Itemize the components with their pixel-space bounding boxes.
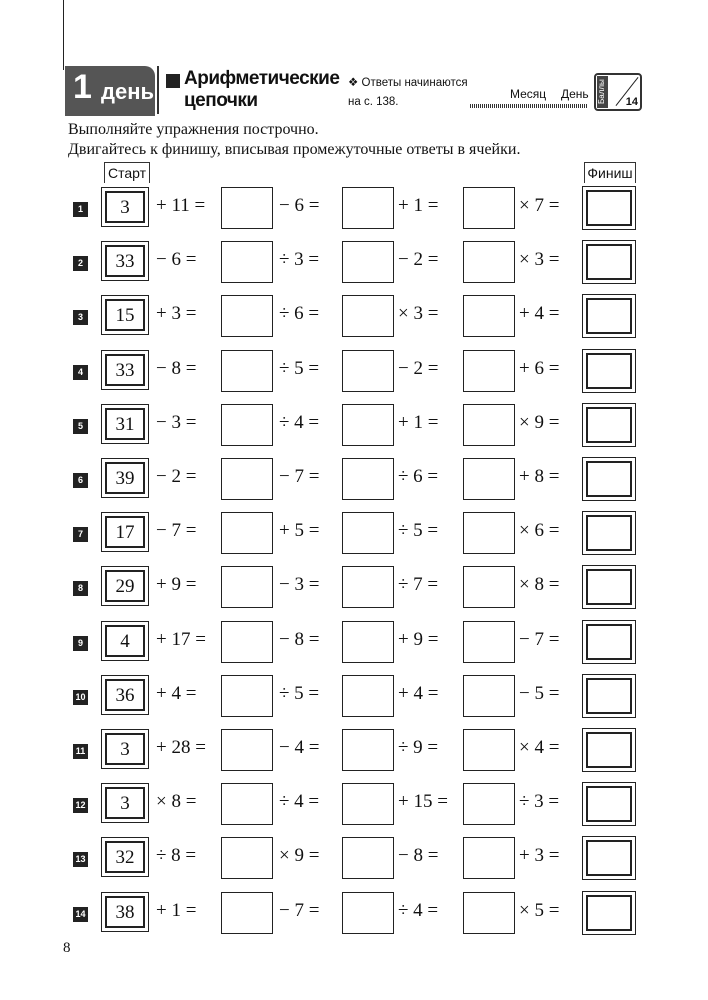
operation: × 7 = (519, 195, 560, 216)
finish-box-inner (586, 190, 632, 226)
operation: ÷ 4 = (279, 411, 320, 433)
start-box (101, 892, 149, 932)
start-value: 39 (105, 462, 145, 494)
answer-box[interactable] (463, 729, 515, 771)
operation: + 28 = (156, 737, 206, 758)
answer-box[interactable] (221, 458, 273, 500)
operation: − 7 = (156, 520, 197, 542)
finish-box-inner (586, 407, 632, 443)
operation: ÷ 4 = (279, 791, 320, 813)
answer-box[interactable] (221, 783, 273, 825)
start-value: 4 (105, 625, 145, 657)
start-box (101, 566, 149, 606)
operation: × 4 = (519, 737, 560, 758)
row-number: 6 (73, 473, 88, 488)
finish-box-inner (586, 353, 632, 389)
start-value: 36 (105, 679, 145, 711)
answer-box[interactable] (463, 458, 515, 500)
answer-box[interactable] (463, 621, 515, 663)
row-number: 9 (73, 636, 88, 651)
row-number: 5 (73, 419, 88, 434)
day-word: день (101, 79, 155, 104)
page-number: 8 (63, 940, 71, 956)
finish-box[interactable] (582, 511, 636, 555)
operation: ÷ 4 = (398, 899, 439, 921)
operation: + 6 = (519, 357, 560, 379)
operation: − 8 = (279, 628, 320, 650)
finish-box-inner (586, 678, 632, 714)
finish-box-inner (586, 569, 632, 605)
row-number: 7 (73, 527, 88, 542)
start-box (101, 621, 149, 661)
operation: − 2 = (156, 466, 197, 487)
instruction-line-1: Выполняйте упражнения построчно. (68, 121, 319, 138)
finish-box-inner (586, 624, 632, 660)
operation: + 8 = (519, 466, 560, 487)
start-box (101, 295, 149, 335)
operation: ÷ 5 = (279, 682, 320, 704)
answer-box[interactable] (221, 241, 273, 283)
operation: − 7 = (279, 899, 320, 921)
answer-box[interactable] (342, 566, 394, 608)
answers-line-2: на с. 138. (348, 96, 399, 108)
start-box (101, 187, 149, 227)
operation: + 4 = (156, 682, 197, 704)
row-number: 14 (73, 907, 88, 922)
operation: + 9 = (398, 628, 439, 650)
answer-box[interactable] (221, 892, 273, 934)
answer-box[interactable] (463, 892, 515, 934)
operation: − 2 = (398, 357, 439, 379)
margin-line (63, 0, 64, 70)
operation: − 3 = (156, 411, 197, 433)
answer-box[interactable] (463, 295, 515, 337)
answer-box[interactable] (342, 295, 394, 337)
answer-box[interactable] (342, 729, 394, 771)
answer-box[interactable] (342, 458, 394, 500)
instruction-line-2: Двигайтесь к финишу, вписывая промежуточные ответы в ячейки. (68, 141, 521, 158)
page-title (184, 68, 339, 112)
answer-box[interactable] (221, 729, 273, 771)
start-box (101, 783, 149, 823)
finish-box[interactable] (582, 294, 636, 338)
finish-box-inner (586, 515, 632, 551)
day-tab (65, 66, 155, 116)
exercise-row (0, 837, 708, 883)
operation: + 3 = (519, 845, 560, 867)
operation: ÷ 3 = (519, 791, 560, 813)
answer-box[interactable] (463, 512, 515, 554)
score-box (594, 73, 642, 111)
start-value: 38 (105, 896, 145, 928)
answer-box[interactable] (221, 621, 273, 663)
operation: − 2 = (398, 249, 439, 271)
answers-note (348, 74, 468, 112)
answer-box[interactable] (463, 187, 515, 229)
operation: − 5 = (519, 682, 560, 704)
row-number: 11 (73, 744, 88, 759)
finish-box-inner (586, 840, 632, 876)
answer-box[interactable] (342, 187, 394, 229)
answer-box[interactable] (463, 566, 515, 608)
start-box (101, 458, 149, 498)
operation: × 8 = (156, 791, 197, 813)
answer-box[interactable] (342, 892, 394, 934)
start-value: 3 (105, 733, 145, 765)
operation: ÷ 5 = (398, 520, 439, 542)
answer-box[interactable] (342, 241, 394, 283)
start-value: 17 (105, 516, 145, 548)
operation: + 1 = (398, 195, 439, 216)
answer-box[interactable] (342, 350, 394, 392)
row-number: 1 (73, 202, 88, 217)
operation: × 3 = (519, 249, 560, 271)
answer-box[interactable] (221, 837, 273, 879)
operation: ÷ 6 = (279, 303, 320, 325)
operation: ÷ 7 = (398, 574, 439, 596)
row-number: 8 (73, 581, 88, 596)
exercise-row (0, 621, 708, 667)
operation: + 1 = (156, 899, 197, 921)
start-box (101, 404, 149, 444)
operation: ÷ 9 = (398, 737, 439, 758)
finish-box-inner (586, 786, 632, 822)
finish-box-inner (586, 895, 632, 931)
finish-box-inner (586, 244, 632, 280)
start-value: 33 (105, 245, 145, 277)
row-number: 3 (73, 310, 88, 325)
answer-box[interactable] (342, 837, 394, 879)
answer-box[interactable] (342, 783, 394, 825)
finish-box[interactable] (582, 457, 636, 501)
exercise-row (0, 350, 708, 396)
start-label: Старт (104, 162, 150, 183)
exercise-row (0, 241, 708, 287)
answer-box[interactable] (463, 783, 515, 825)
finish-box-inner (586, 461, 632, 497)
answer-box[interactable] (221, 512, 273, 554)
score-max: 14 (625, 96, 638, 108)
start-value: 3 (105, 787, 145, 819)
title-line-2: цепочки (184, 90, 258, 111)
answer-box[interactable] (463, 350, 515, 392)
answers-line-1: ❖ Ответы начинаются (348, 77, 468, 89)
exercise-row (0, 458, 708, 504)
finish-box[interactable] (582, 782, 636, 826)
start-value: 32 (105, 841, 145, 873)
answer-box[interactable] (342, 512, 394, 554)
row-number: 10 (73, 690, 88, 705)
finish-box[interactable] (582, 186, 636, 230)
score-label: Баллы (597, 76, 608, 108)
row-number: 12 (73, 798, 88, 813)
finish-box-inner (586, 298, 632, 334)
answer-box[interactable] (221, 295, 273, 337)
answer-box[interactable] (221, 566, 273, 608)
finish-box[interactable] (582, 728, 636, 772)
answer-box[interactable] (221, 404, 273, 446)
operation: − 4 = (279, 737, 320, 758)
finish-box[interactable] (582, 403, 636, 447)
operation: ÷ 5 = (279, 357, 320, 379)
finish-box[interactable] (582, 349, 636, 393)
operation: + 4 = (398, 682, 439, 704)
start-value: 33 (105, 354, 145, 386)
operation: − 3 = (279, 574, 320, 596)
row-number: 4 (73, 365, 88, 380)
finish-box[interactable] (582, 836, 636, 880)
operation: × 9 = (279, 845, 320, 867)
finish-box[interactable] (582, 891, 636, 935)
date-dotted-line (470, 104, 588, 108)
tab-bracket (153, 66, 159, 114)
exercise-row (0, 512, 708, 558)
operation: + 17 = (156, 628, 206, 650)
exercise-row (0, 566, 708, 612)
answer-box[interactable] (342, 404, 394, 446)
day-number: 1 (73, 68, 92, 106)
operation: − 6 = (279, 195, 320, 216)
title-square-icon (166, 74, 180, 88)
row-number: 13 (73, 852, 88, 867)
operation: × 9 = (519, 411, 560, 433)
start-box (101, 512, 149, 552)
answer-box[interactable] (463, 675, 515, 717)
operation: ÷ 3 = (279, 249, 320, 271)
operation: ÷ 6 = (398, 466, 439, 487)
operation: − 7 = (519, 628, 560, 650)
exercise-row (0, 404, 708, 450)
day-label: День (561, 87, 589, 101)
operation: − 7 = (279, 466, 320, 487)
answer-box[interactable] (463, 837, 515, 879)
operation: − 8 = (156, 357, 197, 379)
operation: ÷ 8 = (156, 845, 197, 867)
operation: − 8 = (398, 845, 439, 867)
month-label: Месяц (510, 87, 547, 101)
start-box (101, 675, 149, 715)
operation: + 1 = (398, 411, 439, 433)
start-value: 15 (105, 299, 145, 331)
operation: + 5 = (279, 520, 320, 542)
start-box (101, 729, 149, 769)
start-box (101, 241, 149, 281)
answer-box[interactable] (463, 404, 515, 446)
answer-box[interactable] (463, 241, 515, 283)
operation: × 8 = (519, 574, 560, 596)
exercise-row (0, 295, 708, 341)
finish-box[interactable] (582, 565, 636, 609)
answer-box[interactable] (221, 675, 273, 717)
operation: × 3 = (398, 303, 439, 325)
exercise-row (0, 783, 708, 829)
operation: + 4 = (519, 303, 560, 325)
start-box (101, 350, 149, 390)
title-line-1: Арифметические (184, 68, 340, 89)
answer-box[interactable] (342, 621, 394, 663)
exercise-row (0, 892, 708, 938)
exercise-row (0, 187, 708, 233)
operation: + 9 = (156, 574, 197, 596)
start-value: 3 (105, 191, 145, 223)
operation: − 6 = (156, 249, 197, 271)
operation: × 5 = (519, 899, 560, 921)
exercise-row (0, 729, 708, 775)
start-value: 29 (105, 570, 145, 602)
finish-box[interactable] (582, 240, 636, 284)
start-box (101, 837, 149, 877)
finish-box[interactable] (582, 674, 636, 718)
answer-box[interactable] (221, 187, 273, 229)
start-value: 31 (105, 408, 145, 440)
exercise-row (0, 675, 708, 721)
operation: + 15 = (398, 791, 448, 813)
answer-box[interactable] (342, 675, 394, 717)
finish-label: Финиш (584, 162, 636, 183)
operation: + 3 = (156, 303, 197, 325)
operation: × 6 = (519, 520, 560, 542)
finish-box-inner (586, 732, 632, 768)
row-number: 2 (73, 256, 88, 271)
operation: + 11 = (156, 195, 206, 216)
answer-box[interactable] (221, 350, 273, 392)
finish-box[interactable] (582, 620, 636, 664)
